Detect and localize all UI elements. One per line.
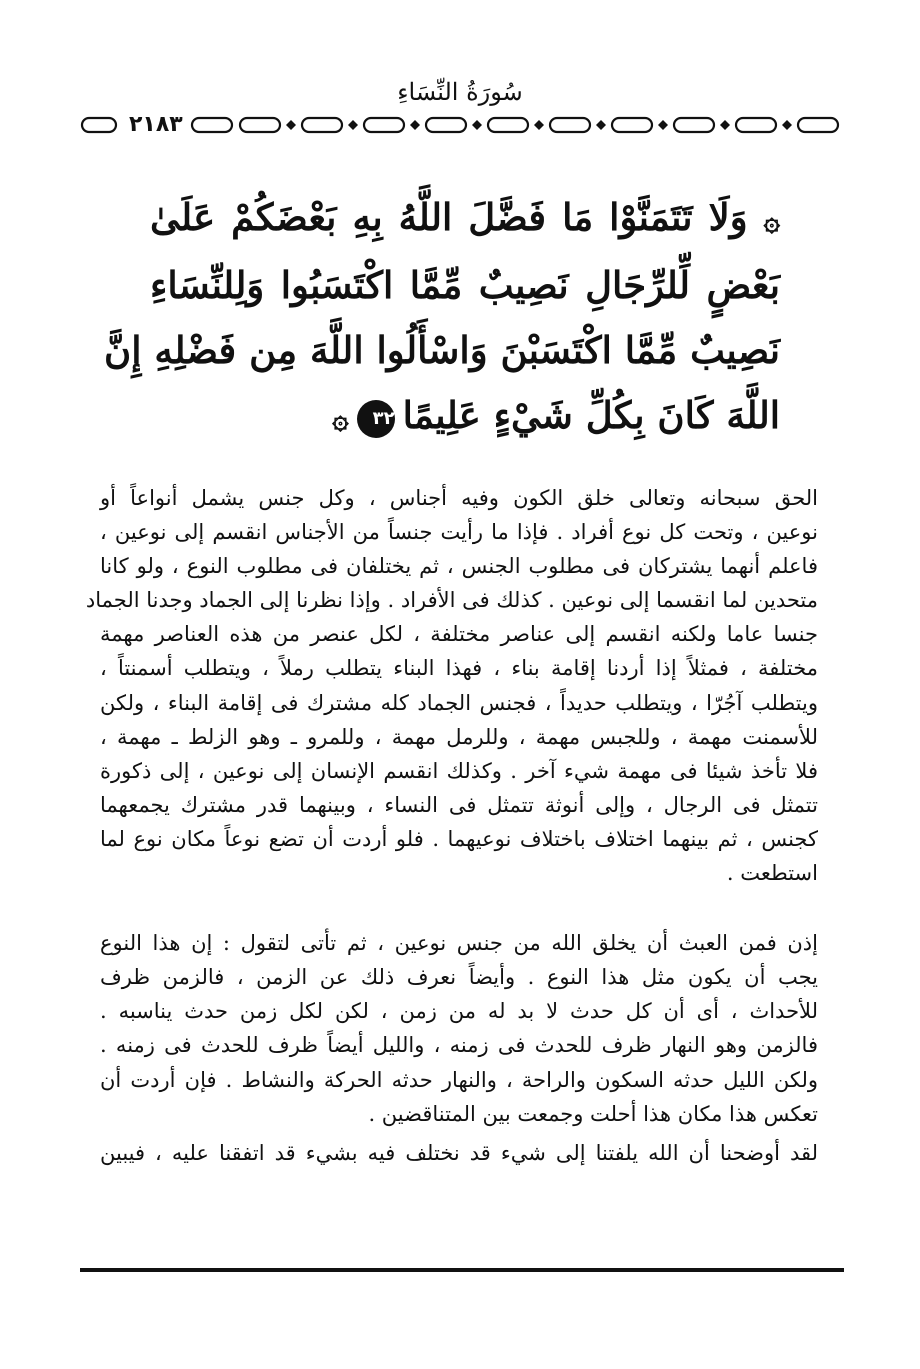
text-line: تتمثل فى الرجال ، وإلى أنوثة تتمثل فى النساء ، وبينهما قدر مشترك يجمعهما: [100, 792, 818, 817]
verse-end-ornament-icon: ۞: [332, 402, 349, 435]
surah-title: سُورَةُ النِّسَاءِ: [397, 78, 523, 106]
paragraph-spacer: [100, 890, 818, 926]
text-line: لقد أوضحنا أن الله يلفتنا إلى شيء قد نختلف فيه بشيء قد اتفقنا عليه ، فيبين: [100, 1140, 818, 1165]
text-line: نوعين ، وتحت كل نوع أفراد . فإذا ما رأيت جنساً من الأجناس انقسم إلى نوعين ،: [100, 520, 818, 545]
text-line: للأسمنت مهمة ، وللجبس مهمة ، وللرمل مهمة ، وللمرو ـ وهو الزلط ـ مهمة ،: [100, 724, 818, 749]
verse-line: بَعْضٍ لِّلرِّجَالِ نَصِيبٌ مِّمَّا اكْتَسَبُوا وَلِلنِّسَاءِ: [150, 263, 780, 307]
quran-verse: [104, 185, 780, 451]
paragraph: [100, 1136, 818, 1170]
text-line: للأحداث ، أى أن كل حدث لا بد له من زمن ، لكن لكل زمن حدث يناسبه .: [100, 999, 818, 1024]
text-line: مختلفة ، فمثلاً إذا أردنا إقامة بناء ، فهذا البناء يتطلب رملاً ، ويتطلب أسمنتاً ،: [100, 656, 818, 681]
verse-line-text: اللَّهَ كَانَ بِكُلِّ شَيْءٍ عَلِيمًا: [402, 393, 780, 437]
bottom-rule: [80, 1268, 844, 1272]
verse-start-ornament-icon: ۞: [763, 204, 780, 237]
paragraph: [100, 926, 818, 1131]
text-line: فاعلم أنهما يشتركان فى مطلوب الجنس ، ثم يختلفان فى مطلوب النوع ، ولو كانا: [100, 554, 818, 579]
ayah-number-badge: ٣٢: [357, 400, 395, 438]
text-line: تعكس هذا مكان هذا أحلت وجمعت بين المتناقضين .: [368, 1101, 818, 1126]
paragraph: [85, 481, 818, 890]
verse-line-text: وَلَا تَتَمَنَّوْا مَا فَضَّلَ اللَّهُ بِهِ بَعْضَكُمْ عَلَىٰ: [150, 195, 748, 239]
text-line: إذن فمن العبث أن يخلق الله من جنس نوعين ، ثم تأتى لتقول : إن هذا النوع: [100, 931, 818, 956]
verse-line: [150, 383, 780, 451]
text-line: جنسا عاما ولكنه انقسم إلى عناصر مختلفة ، لكل عنصر من هذه العناصر مهمة: [100, 622, 818, 647]
text-line: الحق سبحانه وتعالى خلق الكون وفيه أجناس ، وكل جنس يشمل أنواعاً أو: [100, 486, 818, 510]
header-ornament-border: [80, 114, 840, 136]
page-number: ٢١٨٣: [125, 112, 187, 137]
text-line: متحدين لما انقسما إلى نوعين . كذلك فى الأفراد . وإذا نظرنا إلى الجماد وجدنا الجماد: [85, 588, 818, 613]
verse-line: نَصِيبٌ مِّمَّا اكْتَسَبْنَ وَاسْأَلُوا اللَّهَ مِن فَضْلِهِ إِنَّ: [104, 328, 780, 372]
commentary-text: [85, 481, 818, 1170]
text-line: ولكن الليل حدثه السكون والراحة ، والنهار حدثه الحركة والنشاط . فإن أردت أن: [100, 1067, 818, 1092]
text-line: يجب أن يكون مثل هذا النوع . وأيضاً نعرف ذلك عن الزمن ، فالزمن ظرف: [100, 965, 818, 990]
text-line: استطعت .: [726, 861, 818, 886]
text-line: كجنس ، ثم بينهما اختلاف باختلاف نوعيهما . فلو أردت أن تضع نوعاً مكان نوع لما: [100, 826, 818, 851]
text-line: فلا تأخذ شيئا فى مهمة شيء آخر . وكذلك انقسم الإنسان إلى نوعين ، إلى ذكورة: [100, 758, 818, 783]
text-line: ويتطلب آجُرّا ، ويتطلب حديداً ، فجنس الجماد كله مشترك فى إقامة البناء ، ولكن: [100, 690, 818, 715]
text-line: فالزمن وهو النهار ظرف للحدث فى زمنه ، والليل أيضاً ظرف للحدث فى زمنه .: [100, 1033, 818, 1058]
verse-line: [150, 185, 780, 253]
